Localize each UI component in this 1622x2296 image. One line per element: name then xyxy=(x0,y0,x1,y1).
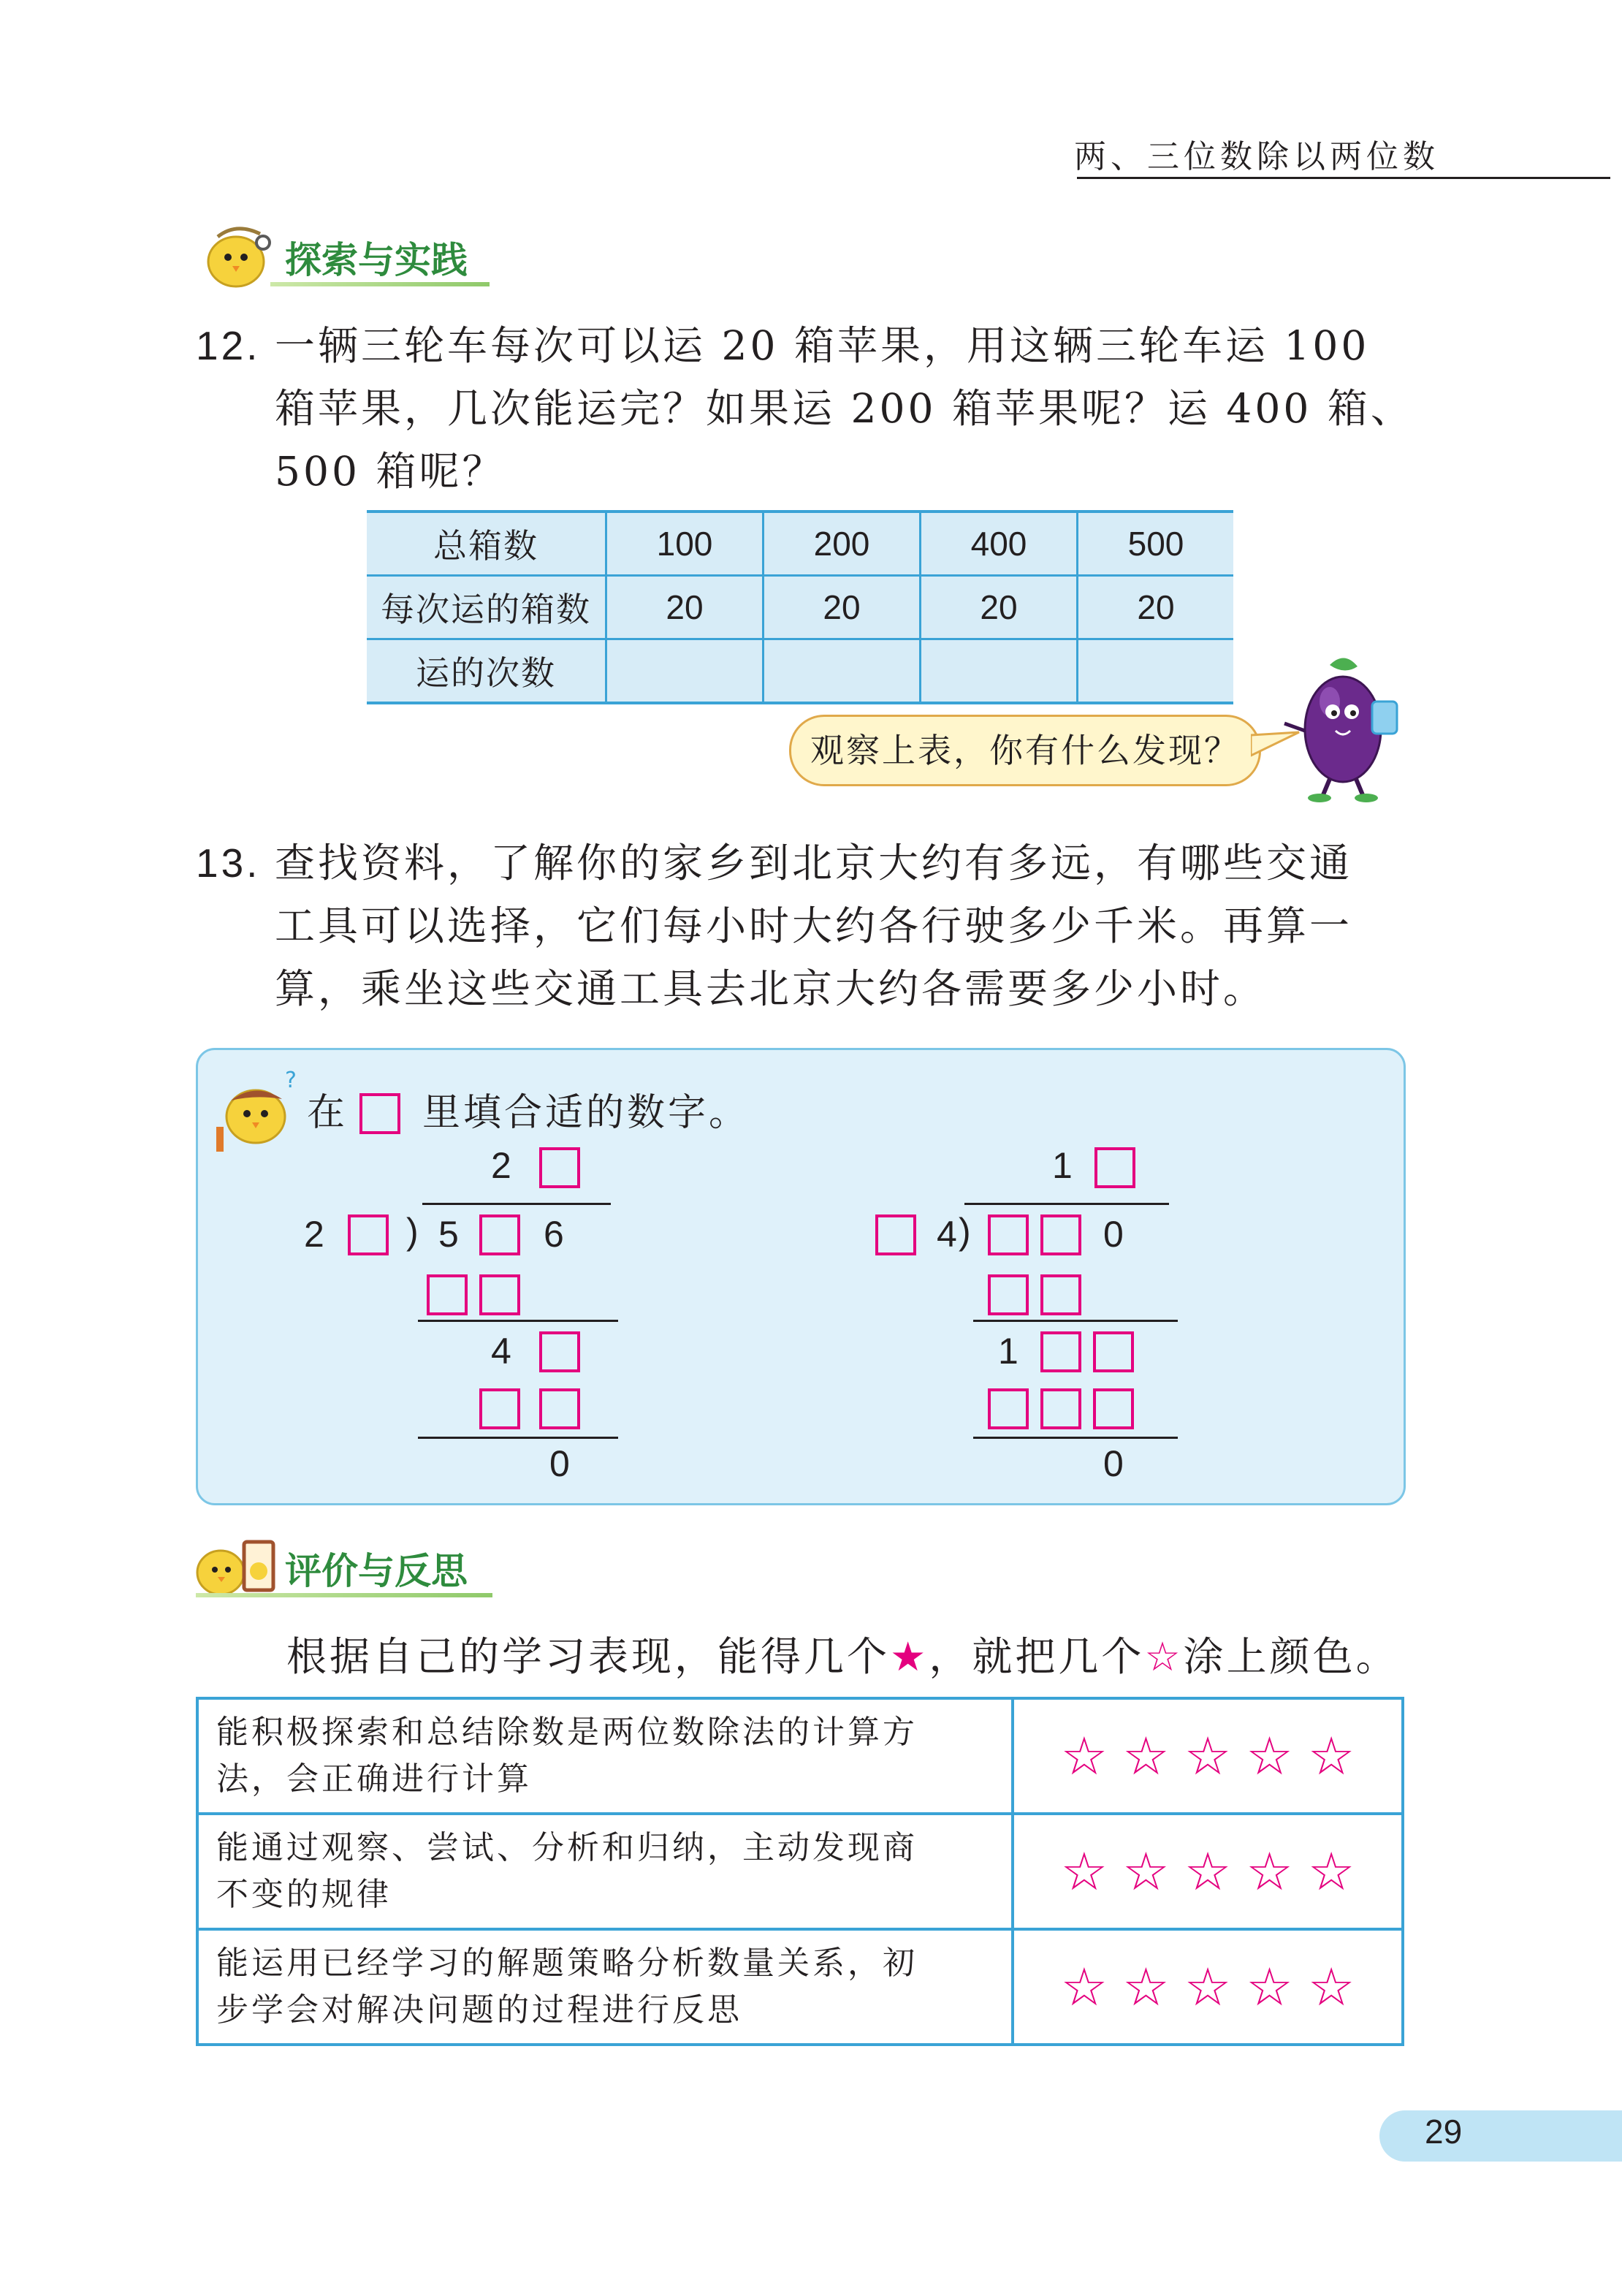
star-icon[interactable]: ☆ xyxy=(1307,1841,1355,1902)
table-cell: 100 xyxy=(606,512,764,576)
answer-box[interactable] xyxy=(1093,1388,1134,1429)
answer-cell[interactable] xyxy=(1078,639,1234,704)
divisor-digit: 2 xyxy=(304,1214,324,1255)
answer-box[interactable] xyxy=(1093,1331,1134,1372)
row-header: 每次运的箱数 xyxy=(367,576,606,639)
answer-cell[interactable] xyxy=(921,639,1078,704)
star-icon[interactable]: ☆ xyxy=(1184,1841,1232,1902)
speech-bubble: 观察上表，你有什么发现？ xyxy=(789,715,1261,786)
star-icon[interactable]: ☆ xyxy=(1246,1841,1293,1902)
criterion-text xyxy=(197,1698,1013,1814)
criterion-line: 能运用已经学习的解题策略分析数量关系，初 xyxy=(216,1945,918,1982)
star-icon[interactable]: ☆ xyxy=(1246,1956,1293,2018)
answer-box[interactable] xyxy=(875,1214,916,1255)
self-evaluation-table xyxy=(196,1697,1404,2046)
star-icon[interactable]: ☆ xyxy=(1246,1725,1293,1787)
answer-box[interactable] xyxy=(479,1214,520,1255)
eggplant-mascot-icon xyxy=(1279,650,1410,807)
partial-digit: 1 xyxy=(998,1331,1018,1372)
answer-box[interactable] xyxy=(1040,1331,1081,1372)
page-number: 29 xyxy=(1425,2113,1463,2151)
evaluation-instruction xyxy=(286,1625,1399,1688)
table-cell: 500 xyxy=(1078,512,1234,576)
division-bracket: ) xyxy=(406,1211,419,1252)
criterion-text xyxy=(197,1814,1013,1929)
answer-box[interactable] xyxy=(539,1331,580,1372)
instruction-text: 里填合适的数字。 xyxy=(422,1091,750,1135)
star-icon[interactable]: ☆ xyxy=(1060,1841,1108,1902)
remainder-digit: 0 xyxy=(549,1443,570,1484)
problem-text-line: 查找资料，了解你的家乡到北京大约有多远，有哪些交通 xyxy=(275,840,1353,886)
star-icon[interactable]: ☆ xyxy=(1122,1841,1170,1902)
table-cell: 200 xyxy=(764,512,921,576)
answer-box[interactable] xyxy=(1040,1214,1081,1255)
criterion-line: 法，会正确进行计算 xyxy=(216,1760,532,1798)
criterion-text xyxy=(197,1929,1013,2045)
filled-star-icon: ★ xyxy=(890,1633,929,1680)
svg-text:?: ? xyxy=(285,1068,297,1093)
dividend-digit: 6 xyxy=(544,1214,564,1255)
instruction-text: 根据自己的学习表现，能得几个 xyxy=(286,1633,891,1680)
shipment-table xyxy=(367,510,1233,704)
answer-box[interactable] xyxy=(1040,1274,1081,1315)
answer-box[interactable] xyxy=(427,1274,468,1315)
answer-box[interactable] xyxy=(479,1388,520,1429)
answer-box[interactable] xyxy=(539,1147,580,1188)
hollow-star-icon: ☆ xyxy=(1144,1633,1184,1680)
table-cell: 20 xyxy=(1078,576,1234,639)
problem-text-line: 一辆三轮车每次可以运 20 箱苹果，用这辆三轮车运 100 xyxy=(275,322,1370,369)
criterion-line: 能积极探索和总结除数是两位数除法的计算方 xyxy=(216,1714,918,1751)
page-number-tab xyxy=(1379,2110,1622,2162)
table-cell: 20 xyxy=(764,576,921,639)
criterion-line: 步学会对解决问题的过程进行反思 xyxy=(216,1991,742,2029)
star-icon[interactable]: ☆ xyxy=(1307,1956,1355,2018)
partial-digit: 4 xyxy=(491,1331,511,1372)
answer-cell[interactable] xyxy=(606,639,764,704)
star-icon[interactable]: ☆ xyxy=(1184,1956,1232,2018)
answer-box[interactable] xyxy=(1094,1147,1135,1188)
table-row xyxy=(367,576,1233,639)
answer-box[interactable] xyxy=(539,1388,580,1429)
star-rating xyxy=(1013,1814,1403,1929)
remainder-digit: 0 xyxy=(1103,1443,1124,1484)
divisor-digit: 4 xyxy=(937,1214,957,1255)
section-underline xyxy=(270,282,490,286)
answer-box[interactable] xyxy=(348,1214,389,1255)
answer-box[interactable] xyxy=(479,1274,520,1315)
star-icon[interactable]: ☆ xyxy=(1307,1725,1355,1787)
criterion-line: 不变的规律 xyxy=(216,1876,392,1913)
criterion-line: 能通过观察、尝试、分析和归纳，主动发现商 xyxy=(216,1829,918,1866)
table-row xyxy=(197,1814,1403,1929)
quotient-digit: 1 xyxy=(1052,1145,1073,1186)
row-header: 运的次数 xyxy=(367,639,606,704)
answer-box[interactable] xyxy=(359,1093,400,1134)
answer-box[interactable] xyxy=(988,1214,1029,1255)
division-bar xyxy=(422,1203,611,1205)
problem-text-line: 算，乘坐这些交通工具去北京大约各需要多少小时。 xyxy=(275,965,1267,1012)
problem-number: 12. xyxy=(196,323,261,368)
table-cell: 20 xyxy=(606,576,764,639)
problem-number: 13. xyxy=(196,840,261,886)
star-icon[interactable]: ☆ xyxy=(1184,1725,1232,1787)
dividend-digit: 0 xyxy=(1103,1214,1124,1255)
answer-cell[interactable] xyxy=(764,639,921,704)
dividend-digit: 5 xyxy=(438,1214,459,1255)
instruction-text: ，就把几个 xyxy=(929,1633,1145,1680)
quotient-digit: 2 xyxy=(491,1145,511,1186)
instruction-text: 在 xyxy=(307,1091,349,1135)
star-icon[interactable]: ☆ xyxy=(1060,1725,1108,1787)
running-title: 两、三位数除以两位数 xyxy=(1074,138,1439,175)
star-rating xyxy=(1013,1929,1403,2045)
star-rating xyxy=(1013,1698,1403,1814)
row-header: 总箱数 xyxy=(367,512,606,576)
star-icon[interactable]: ☆ xyxy=(1122,1956,1170,2018)
subtraction-line xyxy=(418,1320,618,1322)
subtraction-line xyxy=(418,1437,618,1439)
answer-box[interactable] xyxy=(1040,1388,1081,1429)
table-row xyxy=(197,1698,1403,1814)
table-cell: 400 xyxy=(921,512,1078,576)
table-row xyxy=(367,639,1233,704)
thinking-chick-icon xyxy=(212,1065,307,1156)
header-rule xyxy=(1077,177,1610,179)
table-row xyxy=(197,1929,1403,2045)
section-underline xyxy=(196,1593,492,1597)
section-title-explore: 探索与实践 xyxy=(285,239,468,281)
division-bracket: ) xyxy=(959,1211,971,1252)
subtraction-line xyxy=(973,1437,1178,1439)
table-row xyxy=(367,512,1233,576)
star-icon[interactable]: ☆ xyxy=(1122,1725,1170,1787)
answer-box[interactable] xyxy=(988,1274,1029,1315)
table-cell: 20 xyxy=(921,576,1078,639)
answer-box[interactable] xyxy=(988,1388,1029,1429)
problem-text-line: 箱苹果，几次能运完？如果运 200 箱苹果呢？运 400 箱、 xyxy=(275,385,1414,432)
problem-text-line: 500 箱呢？ xyxy=(275,448,506,495)
problem-text-line: 工具可以选择，它们每小时大约各行驶多少千米。再算一 xyxy=(275,902,1353,949)
chick-mascot-icon xyxy=(196,218,276,294)
instruction-text: 涂上颜色。 xyxy=(1183,1633,1399,1680)
subtraction-line xyxy=(973,1320,1178,1322)
section-title-evaluate: 评价与反思 xyxy=(285,1550,468,1592)
star-icon[interactable]: ☆ xyxy=(1060,1956,1108,2018)
division-bar xyxy=(964,1203,1169,1205)
